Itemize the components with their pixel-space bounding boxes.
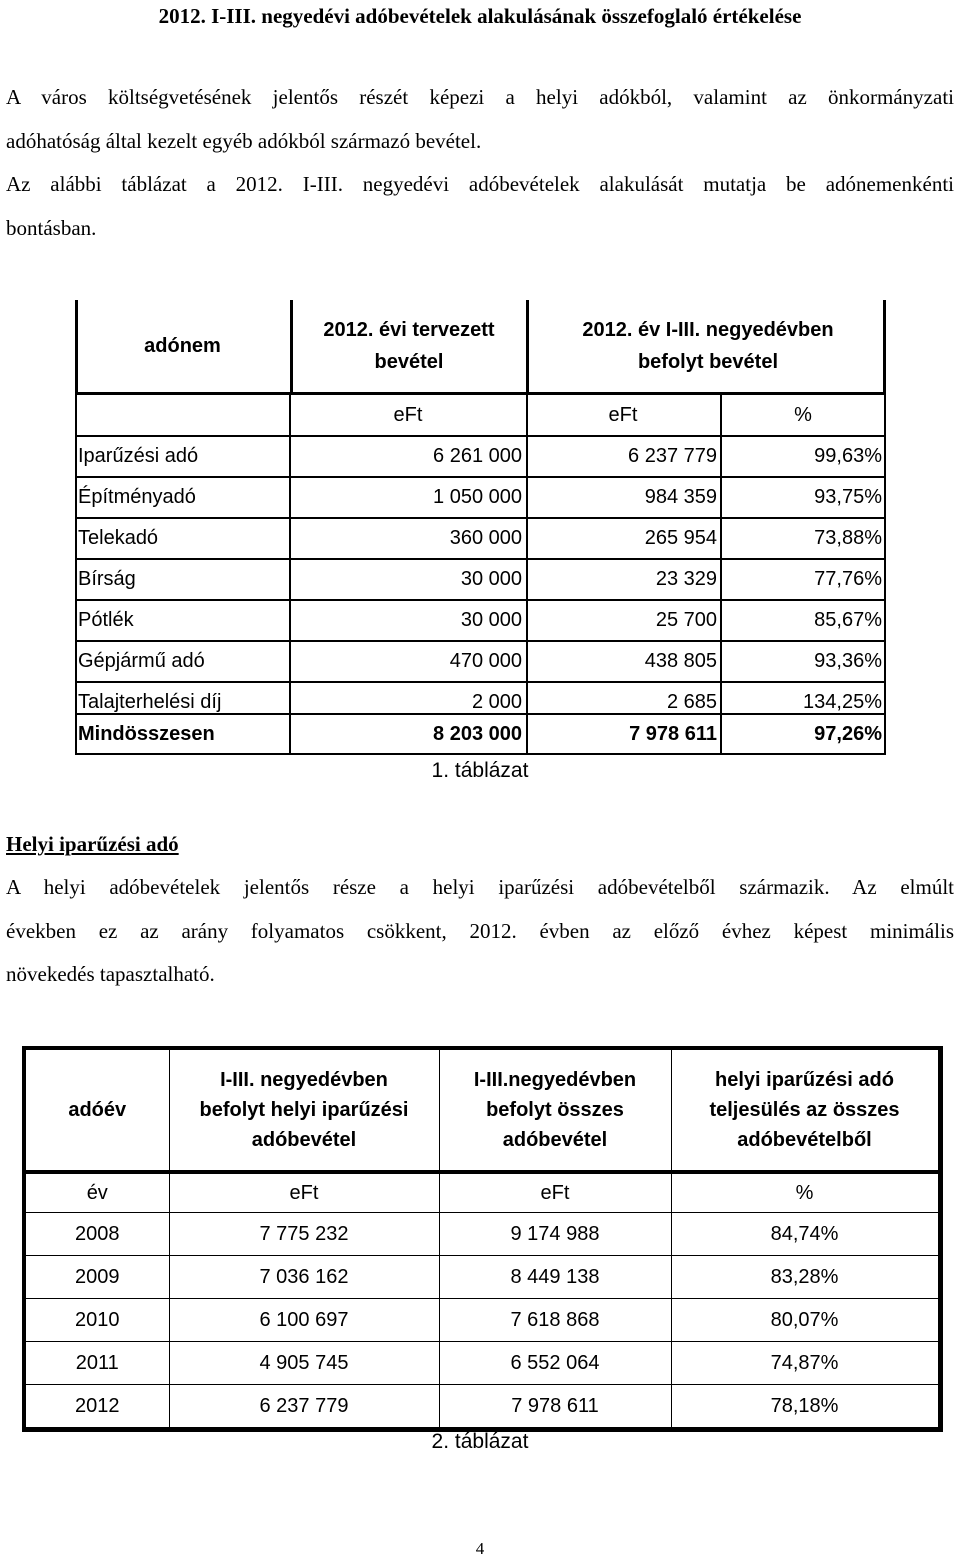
total-percent: 97,26% xyxy=(814,723,882,745)
units-row xyxy=(75,395,886,436)
header-planned-line: 2012. évi tervezett xyxy=(323,319,495,341)
header-line: helyi iparűzési adó xyxy=(715,1069,894,1091)
percent-value: 73,88% xyxy=(814,527,882,549)
border-line xyxy=(526,300,529,394)
unit-cell: % xyxy=(671,1172,940,1213)
actual-value: 265 954 xyxy=(644,527,717,549)
table-row xyxy=(24,1299,940,1342)
table-header xyxy=(24,1048,940,1172)
iparuzesi-cell: 7 036 162 xyxy=(169,1256,439,1299)
total-row xyxy=(75,714,886,755)
intro-line: Az alábbi táblázat a 2012. I-III. negyedévi adóbevételek alakulását mutatja be adónemenkénti xyxy=(6,172,954,196)
border-line xyxy=(75,300,78,392)
osszes-cell: 7 978 611 xyxy=(439,1385,671,1430)
header-line: I-III. negyedévben xyxy=(220,1069,388,1091)
total-label: Mindösszesen xyxy=(78,723,215,745)
planned-value: 470 000 xyxy=(449,650,522,672)
header-line: adóbevétel xyxy=(251,1129,357,1151)
unit-cell: eFt xyxy=(393,404,423,426)
unit-cell: eFt xyxy=(169,1172,439,1213)
percent-value: 93,36% xyxy=(814,650,882,672)
header-adoev-text: adóév xyxy=(68,1099,127,1121)
tax-name: Talajterhelési díj xyxy=(78,691,222,713)
planned-value: 360 000 xyxy=(449,527,522,549)
border-line xyxy=(290,300,293,394)
intro-line: A város költségvetésének jelentős részét képezi a helyi adókból, valamint az önkormányzati xyxy=(6,85,954,109)
unit-cell: eFt xyxy=(608,404,638,426)
actual-value: 438 805 xyxy=(644,650,717,672)
planned-value: 2 000 xyxy=(471,691,522,713)
percent-value: 77,76% xyxy=(814,568,882,590)
arany-cell: 80,07% xyxy=(671,1299,940,1342)
business-tax-history-table xyxy=(22,1046,943,1432)
arany-cell: 74,87% xyxy=(671,1342,940,1385)
tax-name: Iparűzési adó xyxy=(78,445,199,467)
osszes-cell: 7 618 868 xyxy=(439,1299,671,1342)
osszes-cell: 8 449 138 xyxy=(439,1256,671,1299)
page-title: 2012. I-III. negyedévi adóbevételek alakulásának összefoglaló értékelése xyxy=(158,4,802,28)
arany-cell: 78,18% xyxy=(671,1385,940,1430)
year-cell: 2009 xyxy=(24,1256,169,1299)
section-line: években ez az arány folyamatos csökkent, 2012. évben az előző évhez képest minimális xyxy=(6,918,954,943)
unit-cell: év xyxy=(24,1172,169,1213)
planned-value: 30 000 xyxy=(460,568,522,590)
actual-value: 23 329 xyxy=(655,568,717,590)
percent-value: 99,63% xyxy=(814,445,882,467)
percent-value: 134,25% xyxy=(803,691,882,713)
section-paragraph xyxy=(6,866,954,997)
header-arany xyxy=(671,1048,940,1172)
header-planned xyxy=(292,300,526,392)
osszes-cell: 6 552 064 xyxy=(439,1342,671,1385)
table-row xyxy=(75,641,886,682)
tax-name: Bírság xyxy=(78,568,136,590)
header-line: adóbevétel xyxy=(502,1129,608,1151)
planned-value: 6 261 000 xyxy=(433,445,522,467)
arany-cell: 83,28% xyxy=(671,1256,940,1299)
arany-cell: 84,74% xyxy=(671,1213,940,1256)
table-row xyxy=(24,1385,940,1430)
percent-value: 85,67% xyxy=(814,609,882,631)
header-actual xyxy=(530,300,886,392)
table-row xyxy=(24,1256,940,1299)
section-heading: Helyi iparűzési adó xyxy=(6,832,179,856)
actual-value: 2 685 xyxy=(666,691,717,713)
tax-name: Telekadó xyxy=(78,527,159,549)
year-cell: 2008 xyxy=(24,1213,169,1256)
unit-cell: eFt xyxy=(439,1172,671,1213)
section-line: A helyi adóbevételek jelentős része a helyi iparűzési adóbevételből származik. Az elmúlt xyxy=(6,875,954,899)
border-line xyxy=(883,300,886,394)
year-cell: 2010 xyxy=(24,1299,169,1342)
table-row xyxy=(75,518,886,559)
tax-revenue-table xyxy=(75,300,886,755)
planned-value: 1 050 000 xyxy=(433,486,522,508)
unit-cell: % xyxy=(794,404,812,426)
planned-value: 30 000 xyxy=(460,609,522,631)
total-actual: 7 978 611 xyxy=(629,723,717,745)
table-row xyxy=(24,1213,940,1256)
intro-paragraph xyxy=(6,76,954,250)
intro-line: bontásban. xyxy=(6,215,97,240)
total-planned: 8 203 000 xyxy=(433,723,522,745)
tax-name: Pótlék xyxy=(78,609,134,631)
year-cell: 2011 xyxy=(24,1342,169,1385)
percent-value: 93,75% xyxy=(814,486,882,508)
year-cell: 2012 xyxy=(24,1385,169,1430)
units-row xyxy=(24,1172,940,1213)
table-row xyxy=(75,600,886,641)
actual-value: 25 700 xyxy=(655,609,717,631)
header-line: adóbevételből xyxy=(737,1129,872,1151)
iparuzesi-cell: 7 775 232 xyxy=(169,1213,439,1256)
iparuzesi-cell: 4 905 745 xyxy=(169,1342,439,1385)
actual-value: 984 359 xyxy=(644,486,717,508)
header-line: befolyt helyi iparűzési xyxy=(199,1099,409,1121)
header-line: I-III.negyedévben xyxy=(473,1069,637,1091)
border-line xyxy=(75,753,886,755)
header-adoev xyxy=(24,1048,169,1172)
table-row xyxy=(75,559,886,600)
table-row xyxy=(75,436,886,477)
page-number: 4 xyxy=(475,1539,485,1558)
iparuzesi-cell: 6 237 779 xyxy=(169,1385,439,1430)
table-caption: 2. táblázat xyxy=(431,1430,529,1453)
header-line: teljesülés az összes xyxy=(709,1099,900,1121)
intro-line: adóhatóság által kezelt egyéb adókból származó bevétel. xyxy=(6,128,482,153)
table-row xyxy=(75,477,886,518)
header-actual-line: befolyt bevétel xyxy=(637,351,779,373)
table-header xyxy=(75,300,886,392)
header-line: befolyt összes xyxy=(486,1099,624,1121)
table-row xyxy=(24,1342,940,1385)
tax-name: Építményadó xyxy=(78,486,196,508)
header-planned-line: bevétel xyxy=(374,351,444,373)
header-adonem: adónem xyxy=(144,335,221,357)
header-iparuzesi xyxy=(169,1048,439,1172)
iparuzesi-cell: 6 100 697 xyxy=(169,1299,439,1342)
tax-name: Gépjármű adó xyxy=(78,650,205,672)
table-caption: 1. táblázat xyxy=(431,759,529,782)
actual-value: 6 237 779 xyxy=(628,445,717,467)
section-line: növekedés tapasztalható. xyxy=(6,962,215,986)
osszes-cell: 9 174 988 xyxy=(439,1213,671,1256)
header-actual-line: 2012. év I-III. negyedévben xyxy=(582,319,834,341)
header-osszes xyxy=(439,1048,671,1172)
